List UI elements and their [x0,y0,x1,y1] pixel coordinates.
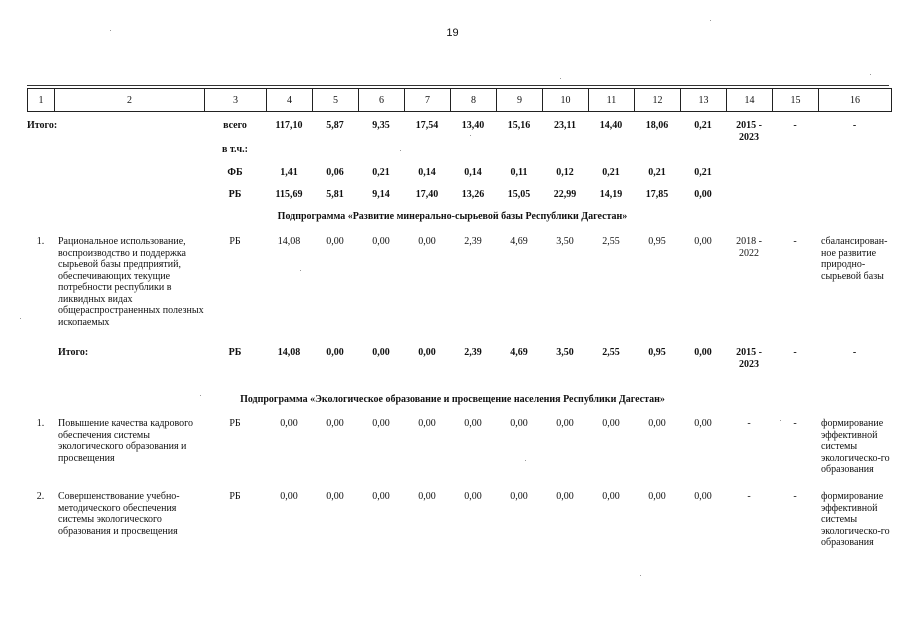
value-cell: 3,50 [556,347,574,358]
value-cell: 13,40 [461,120,485,131]
value-cell: 17,40 [415,189,439,200]
column-header-6: 6 [359,89,405,112]
value-cell: 0,00 [326,491,344,502]
executor-cell: - [793,418,797,429]
value-cell: 15,16 [507,120,531,131]
value-cell: 13,26 [461,189,485,200]
value-cell: 2,39 [464,347,482,358]
value-cell: 0,95 [648,236,666,247]
value-cell: 9,14 [372,189,390,200]
value-cell: 14,08 [277,347,301,358]
value-cell: 0,00 [464,418,482,429]
top-rule [27,85,889,86]
value-cell: 0,00 [648,418,666,429]
period-cell: 2015 - 2023 [736,120,762,143]
scan-speck [20,318,21,319]
result-cell: сбалансирован-ное развитие природно-сырьевой базы [821,236,888,282]
source-cell: ФБ [227,167,243,178]
item-number: 1. [36,236,45,247]
value-cell: 0,00 [280,491,298,502]
column-header-4: 4 [267,89,313,112]
period-cell: - [747,418,751,429]
value-cell: 0,00 [694,347,712,358]
value-cell: 0,00 [280,418,298,429]
total-label: Итого: [27,120,58,131]
executor-cell: - [793,491,797,502]
value-cell: 5,87 [326,120,344,131]
scan-speck [710,20,711,21]
column-header-10: 10 [543,89,589,112]
item-number: 1. [36,418,45,429]
value-cell: 17,54 [415,120,439,131]
value-cell: 23,11 [554,120,576,131]
value-cell: 5,81 [326,189,344,200]
value-cell: 0,21 [648,167,666,178]
value-cell: 0,11 [510,167,528,178]
value-cell: 14,40 [599,120,623,131]
scan-speck [200,395,201,396]
value-cell: 0,00 [418,236,436,247]
value-cell: 14,19 [599,189,623,200]
value-cell: 2,55 [602,236,620,247]
result-cell: - [852,120,857,131]
source-cell: РБ [229,418,241,429]
column-header-16: 16 [819,89,892,112]
column-header-2: 2 [55,89,205,112]
value-cell: 0,12 [556,167,574,178]
column-header-14: 14 [727,89,773,112]
value-cell: 0,00 [372,236,390,247]
value-cell: 0,00 [326,236,344,247]
subprogram-title: Подпрограмма «Развитие минерально-сырьевой базы Республики Дагестан» [277,211,628,222]
scan-speck [300,270,301,271]
activity-name: Повышение качества кадрового обеспечения системы экологического образования и просвещения [58,418,193,464]
value-cell: 0,00 [694,189,712,200]
value-cell: 117,10 [275,120,303,131]
scan-speck [110,30,111,31]
column-header-13: 13 [681,89,727,112]
value-cell: 0,00 [694,491,712,502]
executor-cell: - [793,120,797,131]
value-cell: 0,21 [694,120,712,131]
value-cell: 0,00 [694,236,712,247]
scan-speck [400,150,401,151]
value-cell: 0,00 [418,418,436,429]
result-cell: формирование эффективной системы экологическо-го образования [821,418,890,475]
value-cell: 1,41 [280,167,298,178]
value-cell: 0,00 [418,491,436,502]
column-header-9: 9 [497,89,543,112]
value-cell: 22,99 [553,189,577,200]
column-header-12: 12 [635,89,681,112]
activity-name: Совершенствование учебно-методического обеспечения системы экологического образования и просвещения [58,491,180,537]
value-cell: 2,39 [464,236,482,247]
column-header-3: 3 [205,89,267,112]
value-cell: 4,69 [510,236,528,247]
column-header-8: 8 [451,89,497,112]
value-cell: 0,00 [326,347,344,358]
value-cell: 0,00 [510,491,528,502]
column-header-5: 5 [313,89,359,112]
activity-name: Рациональное использование, воспроизводство и поддержка сырьевой базы предприятий, обеспечивающих текущие потребности республики в ликвидных видах общераспространенных полезных ископаемых [58,236,204,328]
source-cell: РБ [228,347,242,358]
page-number: 19 [446,27,459,39]
period-cell: - [747,491,751,502]
value-cell: 14,08 [277,236,301,247]
value-cell: 0,00 [326,418,344,429]
value-cell: 0,95 [648,347,666,358]
value-cell: 0,06 [326,167,344,178]
value-cell: 0,00 [556,491,574,502]
value-cell: 17,85 [645,189,669,200]
value-cell: 0,14 [464,167,482,178]
period-cell: 2018 - 2022 [736,236,762,259]
source-cell: РБ [228,189,242,200]
value-cell: 9,35 [372,120,390,131]
column-header-1: 1 [28,89,55,112]
value-cell: 0,00 [372,347,390,358]
column-header-7: 7 [405,89,451,112]
source-cell: всего [223,120,247,131]
executor-cell: - [793,236,797,247]
value-cell: 0,00 [418,347,436,358]
source-cell: РБ [229,491,241,502]
value-cell: 0,00 [602,418,620,429]
subprogram-title: Подпрограмма «Экологическое образование и просвещение населения Республики Дагестан» [240,394,665,405]
result-cell: формирование эффективной системы экологическо-го образования [821,491,890,548]
value-cell: 0,00 [556,418,574,429]
column-header-15: 15 [773,89,819,112]
value-cell: 18,06 [645,120,669,131]
value-cell: 115,69 [275,189,303,200]
value-cell: 0,00 [602,491,620,502]
value-cell: 0,00 [510,418,528,429]
executor-cell: - [793,347,797,358]
result-cell: - [852,347,857,358]
subtotal-label: Итого: [58,347,89,358]
value-cell: 0,14 [418,167,436,178]
value-cell: 0,00 [648,491,666,502]
column-header-row [27,88,892,112]
scan-speck [870,74,871,75]
period-cell: 2015 - 2023 [736,347,762,370]
value-cell: 0,00 [372,418,390,429]
value-cell: 2,55 [602,347,620,358]
source-cell: в т.ч.: [221,144,249,155]
value-cell: 3,50 [556,236,574,247]
item-number: 2. [36,491,45,502]
value-cell: 4,69 [510,347,528,358]
scan-speck [560,78,561,79]
scan-speck [780,420,781,421]
source-cell: РБ [229,236,241,247]
scan-speck [470,135,471,136]
value-cell: 0,00 [464,491,482,502]
value-cell: 0,00 [372,491,390,502]
scan-speck [525,460,526,461]
value-cell: 0,21 [372,167,390,178]
value-cell: 0,00 [694,418,712,429]
value-cell: 15,05 [507,189,531,200]
column-header-11: 11 [589,89,635,112]
scan-speck [640,575,641,576]
value-cell: 0,21 [694,167,712,178]
value-cell: 0,21 [602,167,620,178]
